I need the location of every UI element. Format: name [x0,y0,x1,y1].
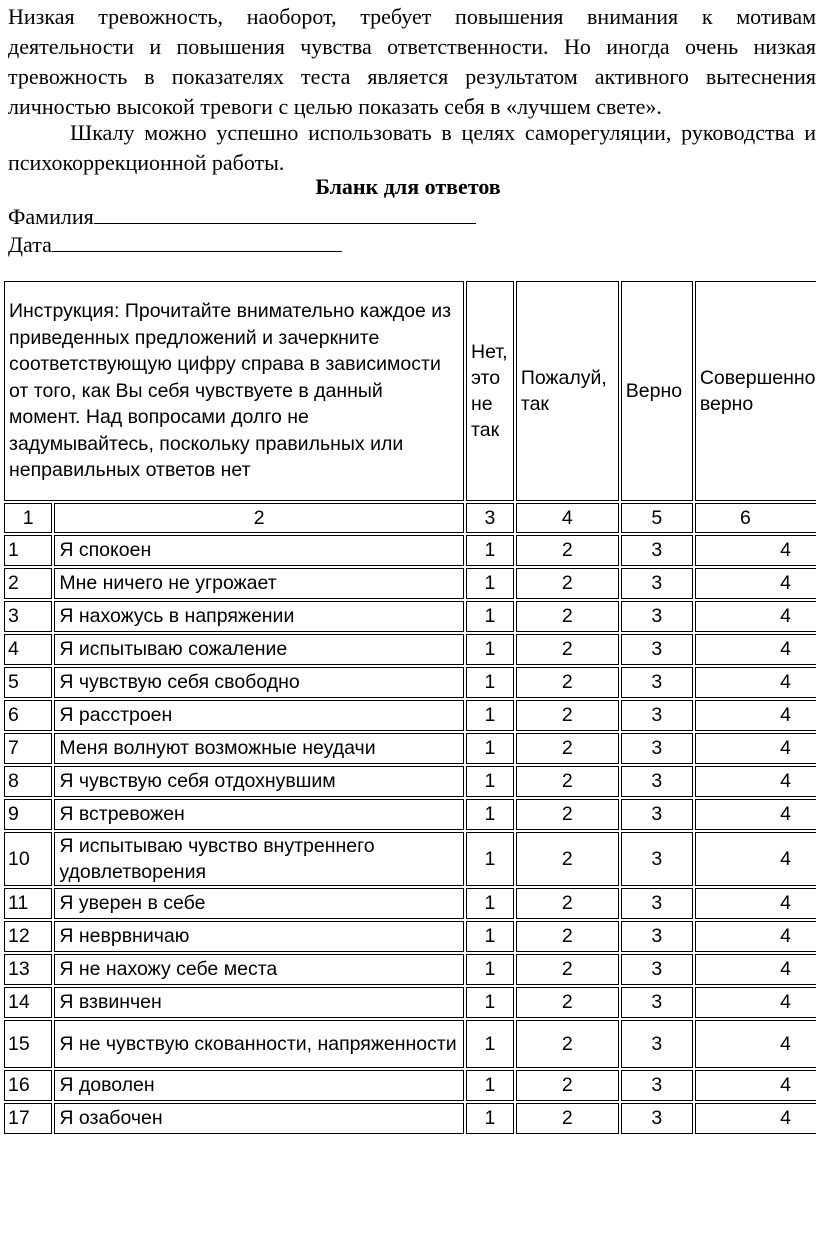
answer-choice-1[interactable]: 1 [466,921,514,952]
date-blank-line[interactable] [52,231,342,252]
statement-number: 11 [4,888,52,919]
answer-choice-3[interactable]: 3 [621,700,693,731]
table-row [4,766,816,797]
answer-choice-3[interactable]: 3 [621,1103,693,1134]
answer-choice-1[interactable]: 1 [466,634,514,665]
answer-choice-1[interactable]: 1 [466,799,514,830]
answer-choice-1[interactable]: 1 [466,1103,514,1134]
option-header-completely-true: Совершенно верно [695,281,816,501]
statement-number: 5 [4,667,52,698]
table-row [4,733,816,764]
answer-choice-2[interactable]: 2 [516,634,619,665]
statement-number: 14 [4,987,52,1018]
answer-choice-4[interactable]: 4 [695,1103,816,1134]
answer-choice-4[interactable]: 4 [695,954,816,985]
statement-number: 7 [4,733,52,764]
answer-choice-2[interactable]: 2 [516,987,619,1018]
surname-label: Фамилия [8,204,94,229]
answer-choice-2[interactable]: 2 [516,667,619,698]
answer-choice-1[interactable]: 1 [466,535,514,566]
answer-choice-2[interactable]: 2 [516,1070,619,1101]
paragraph-low-anxiety: Низкая тревожность, наоборот, требует повышения внимания к мотивам деятельности и повышения чувства ответственности. Но иногда очень низкая тревожность в показателях теста является результатом активного вытеснения личностью высокой тревоги с целью показать себя в «лучшем свете». [8,4,816,119]
answer-choice-1[interactable]: 1 [466,700,514,731]
table-row [4,667,816,698]
table-row [4,832,816,886]
statement-number: 9 [4,799,52,830]
statement-number: 6 [4,700,52,731]
column-number: 4 [516,503,619,533]
table-row [4,954,816,985]
answer-choice-4[interactable]: 4 [695,601,816,632]
answer-table [2,279,816,1136]
answer-choice-3[interactable]: 3 [621,634,693,665]
answer-choice-3[interactable]: 3 [621,888,693,919]
column-number-row [4,503,816,533]
statement-number: 3 [4,601,52,632]
answer-choice-3[interactable]: 3 [621,535,693,566]
answer-choice-4[interactable]: 4 [695,1070,816,1101]
instruction-cell: Инструкция: Прочитайте внимательно каждое из приведенных предложений и зачеркните соответствующую цифру справа в зависимости от того, как Вы себя чувствуете в данный момент. Над вопросами долго не задумывайтесь, поскольку правильных или неправильных ответов нет [4,281,464,501]
answer-choice-1[interactable]: 1 [466,987,514,1018]
statement-text: Я чувствую себя отдохнувшим [54,766,464,797]
column-number: 2 [54,503,464,533]
answer-choice-1[interactable]: 1 [466,954,514,985]
option-header-perhaps-so: Пожалуй, так [516,281,619,501]
statement-text: Я не нахожу себе места [54,954,464,985]
answer-choice-4[interactable]: 4 [695,634,816,665]
answer-choice-2[interactable]: 2 [516,568,619,599]
answer-choice-2[interactable]: 2 [516,799,619,830]
answer-choice-1[interactable]: 1 [466,766,514,797]
table-row [4,700,816,731]
statement-number: 8 [4,766,52,797]
answer-choice-3[interactable]: 3 [621,733,693,764]
answer-choice-4[interactable]: 4 [695,700,816,731]
answer-choice-4[interactable]: 4 [695,535,816,566]
answer-choice-1[interactable]: 1 [466,601,514,632]
table-row [4,799,816,830]
answer-choice-4[interactable]: 4 [695,987,816,1018]
answer-choice-4[interactable]: 4 [695,799,816,830]
statement-text: Мне ничего не угрожает [54,568,464,599]
answer-choice-2[interactable]: 2 [516,766,619,797]
answer-choice-4[interactable]: 4 [695,667,816,698]
table-row [4,535,816,566]
answer-choice-3[interactable]: 3 [621,568,693,599]
answer-choice-2[interactable]: 2 [516,733,619,764]
answer-choice-2[interactable]: 2 [516,601,619,632]
option-header-true: Верно [621,281,693,501]
answer-choice-1[interactable]: 1 [466,733,514,764]
table-row [4,1020,816,1068]
answer-choice-2[interactable]: 2 [516,954,619,985]
table-row [4,1070,816,1101]
statement-text: Я неврвничаю [54,921,464,952]
statement-text: Я уверен в себе [54,888,464,919]
statement-number: 4 [4,634,52,665]
table-row [4,1103,816,1134]
answer-choice-2[interactable]: 2 [516,1020,619,1068]
table-row [4,601,816,632]
table-header-row [4,281,816,501]
answer-choice-2[interactable]: 2 [516,888,619,919]
statement-text: Я спокоен [54,535,464,566]
answer-choice-3[interactable]: 3 [621,667,693,698]
statement-number: 12 [4,921,52,952]
date-label: Дата [8,232,52,257]
statement-text: Я взвинчен [54,987,464,1018]
answer-choice-1[interactable]: 1 [466,1070,514,1101]
statement-number: 16 [4,1070,52,1101]
answer-choice-3[interactable]: 3 [621,766,693,797]
column-number: 6 [695,503,816,533]
statement-text: Я доволен [54,1070,464,1101]
statement-text: Меня волнуют возможные неудачи [54,733,464,764]
answer-choice-3[interactable]: 3 [621,987,693,1018]
answer-choice-3[interactable]: 3 [621,1020,693,1068]
paragraph-scale-usage: Шкалу можно успешно использовать в целях саморегуляции, руководства и психокоррекционной работы. [8,120,816,175]
statement-text: Я встревожен [54,799,464,830]
table-row [4,568,816,599]
statement-text: Я испытываю сожаление [54,634,464,665]
answer-choice-3[interactable]: 3 [621,799,693,830]
statement-text: Я не чувствую скованности, напряженности [54,1020,464,1068]
statement-number: 2 [4,568,52,599]
statement-number: 17 [4,1103,52,1134]
statement-text: Я испытываю чувство внутреннего удовлетворения [54,832,464,886]
date-field [8,230,342,260]
statement-number: 10 [4,832,52,886]
column-number: 3 [466,503,514,533]
statement-number: 15 [4,1020,52,1068]
answer-choice-4[interactable]: 4 [695,832,816,886]
surname-blank-line[interactable] [94,203,476,224]
answer-choice-3[interactable]: 3 [621,832,693,886]
answer-choice-4[interactable]: 4 [695,733,816,764]
statement-number: 13 [4,954,52,985]
table-row [4,921,816,952]
column-number: 5 [621,503,693,533]
answer-choice-4[interactable]: 4 [695,766,816,797]
answer-choice-4[interactable]: 4 [695,888,816,919]
answer-choice-1[interactable]: 1 [466,832,514,886]
answer-choice-2[interactable]: 2 [516,921,619,952]
answer-choice-3[interactable]: 3 [621,921,693,952]
statement-text: Я нахожусь в напряжении [54,601,464,632]
answer-choice-1[interactable]: 1 [466,667,514,698]
surname-field [8,202,476,232]
answer-choice-2[interactable]: 2 [516,832,619,886]
column-number: 1 [4,503,52,533]
statement-text: Я расстроен [54,700,464,731]
answer-choice-3[interactable]: 3 [621,601,693,632]
table-row [4,888,816,919]
answer-choice-4[interactable]: 4 [695,921,816,952]
answer-choice-1[interactable]: 1 [466,888,514,919]
answer-choice-2[interactable]: 2 [516,700,619,731]
answer-choice-4[interactable]: 4 [695,1020,816,1068]
answer-choice-3[interactable]: 3 [621,954,693,985]
answer-choice-1[interactable]: 1 [466,1020,514,1068]
option-header-not-so: Нет, это не так [466,281,514,501]
table-row [4,987,816,1018]
statement-text: Я чувствую себя свободно [54,667,464,698]
answer-choice-1[interactable]: 1 [466,568,514,599]
answer-form-title: Бланк для ответов [315,174,501,199]
table-row [4,634,816,665]
answer-choice-3[interactable]: 3 [621,1070,693,1101]
answer-choice-2[interactable]: 2 [516,535,619,566]
statement-text: Я озабочен [54,1103,464,1134]
answer-choice-4[interactable]: 4 [695,568,816,599]
statement-number: 1 [4,535,52,566]
answer-choice-2[interactable]: 2 [516,1103,619,1134]
